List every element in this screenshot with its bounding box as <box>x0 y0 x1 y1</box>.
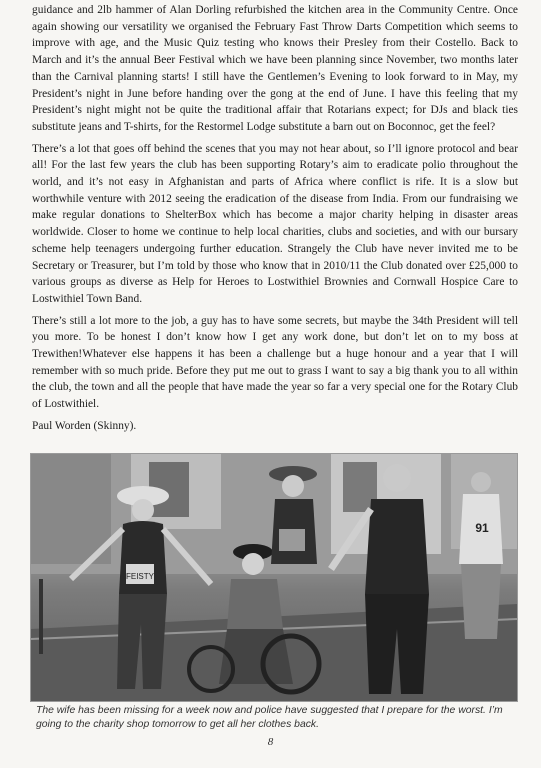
pram-race-photo <box>30 453 518 702</box>
photo-caption: The wife has been missing for a week now and police have suggested that I prepare for the worst. I’m going to the charity shop tomorrow to get all her clothes back. <box>36 705 503 730</box>
paragraph-3: There’s still a lot more to the job, a guy has to have some secrets, but maybe the 34th President will tell you more. To be honest I don’t know how I get any work done, but don’t let on to my boss at Trewithen!Whatever else happens it has been a challenge but a huge honour and a year that I will remember with so much pride. Before they put me out to grass I want to say a big thank you to all within the club, the town and all the people that have made the year so far a very special one for the Rotary Club of Lostwithiel. <box>32 314 518 411</box>
paragraph-2: There’s a lot that goes off behind the scenes that you may not hear about, so I’ll ignore protocol and bear all! For the last few years the club has been supporting Rotary’s aim to eradicate polio throughout the world, and it’s not easy in Afghanistan and parts of Africa where conflict is rife. It is a slow but worthwhile venture with 2012 seeing the eradication of the disease from India. From our fundraising we make regular donations to ShelterBox which has become a major charity helping in disaster areas worldwide. Closer to home we continue to help local charities, clubs and societies, and with our bursary scheme help teenagers undergoing further education. Strangely the Club have never invited me to be Secretary or Treasurer, but I’m told by those who know that in 2010/11 the Club donated over £25,000 to various groups as diverse as Help for Heroes to Lostwithiel Brownies and Cornwall Hospice Care to Lostwithiel Town Band. <box>32 142 518 305</box>
bib-right: 91 <box>475 521 489 535</box>
page-number: 8 <box>267 736 274 748</box>
article-body <box>32 2 518 440</box>
bib-left: FEISTY <box>125 572 155 581</box>
author-signature: Paul Worden (Skinny). <box>32 419 137 432</box>
paragraph-1: guidance and 2lb hammer of Alan Dorling refurbished the kitchen area in the Community Centre. Once again showing our versatility we organised the February Fast Throw Darts Competition which seems to improve with age, and the Music Quiz testing who knows their Presley from their Costello. Back to March and it’s the annual Beer Festival which we have been planning since November, two months later than the Carnival planning starts! I still have the Gentlemen’s Evening to look forward to in May, my President’s night in June before handing over the gong at the end of June. I have this feeling that my President’s night might not be quite the traditional affair that Rotarians expect; for DJs and black ties substitute jeans and T-shirts, for the Restormel Lodge substitute a barn out on Boconnoc, get the feel? <box>32 4 518 133</box>
